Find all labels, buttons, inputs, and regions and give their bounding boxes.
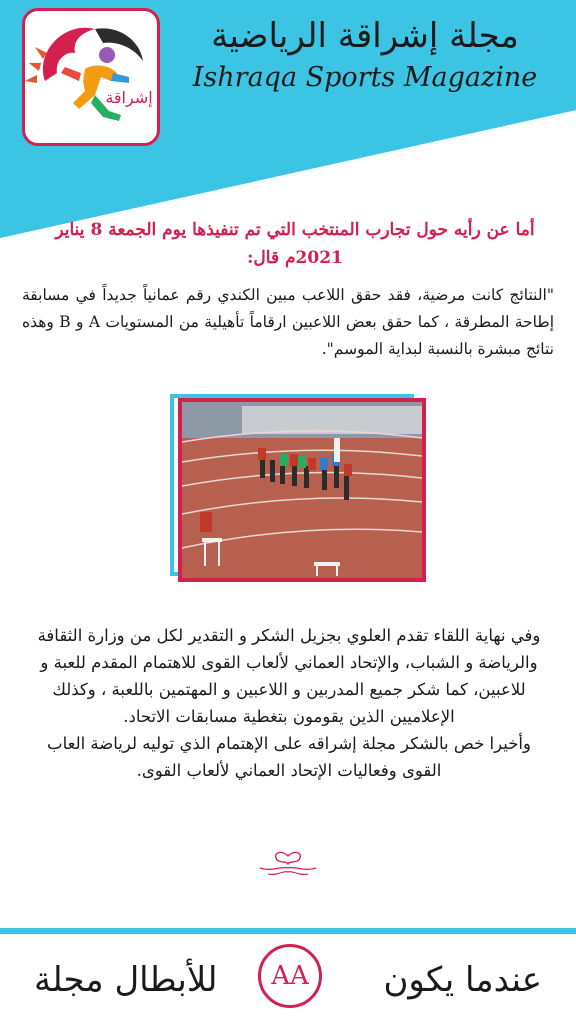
article-photo [170, 394, 430, 586]
article-quote: "النتائج كانت مرضية، فقد حقق اللاعب مبين الكندي رقم عمانياً جديداً في مسابقة إطاحة المطرقة ، كما حقق بعض اللاعبين ارقاماً تأهيلية من المستويات A و B وهذه نتائج مبشرة بالنسبة لبداية الموسم". [22, 286, 555, 358]
closing-paragraph-thanks: وفي نهاية اللقاء تقدم العلوي بجزيل الشكر و التقدير لكل من وزارة الثقافة والرياضة و الشباب، والإتحاد العماني لألعاب القوى للاهتمام المقدم للعبة و للاعبين، كما شكر جميع المدربين و اللاعبين و المهتمين باللعبة ، وكذلك الإعلاميين الذين يقومون بتغطية مسابقات الاتحاد. [37, 626, 541, 726]
header [0, 0, 576, 240]
footer-badge: AA [258, 944, 322, 1008]
article-closing [28, 622, 550, 784]
logo-runner-icon [61, 47, 129, 121]
photo-frame [178, 398, 426, 582]
article-question: أما عن رأيه حول تجارب المنتخب التي تم تنفيذها يوم الجمعة 8 يناير 2021م قال: [55, 220, 535, 268]
magazine-logo [22, 8, 160, 146]
footer-slogan-left: للأبطال مجلة [34, 960, 218, 1000]
magazine-title-arabic: مجلة إشراقة الرياضية [211, 16, 519, 56]
logo-text: إشراقة [105, 88, 153, 107]
athletics-track-photo [182, 402, 422, 578]
ornament-divider-icon [258, 850, 318, 878]
magazine-title-english: Ishraqa Sports Magazine [192, 62, 538, 93]
closing-paragraph-magazine: وأخيرا خص بالشكر مجلة إشراقه على الإهتمام الذي توليه لرياضة العاب القوى وفعاليات الإتحاد العماني لألعاب القوى. [47, 734, 531, 780]
footer-slogan-right: عندما يكون [383, 960, 542, 1000]
logo-flame-icon [25, 28, 143, 83]
